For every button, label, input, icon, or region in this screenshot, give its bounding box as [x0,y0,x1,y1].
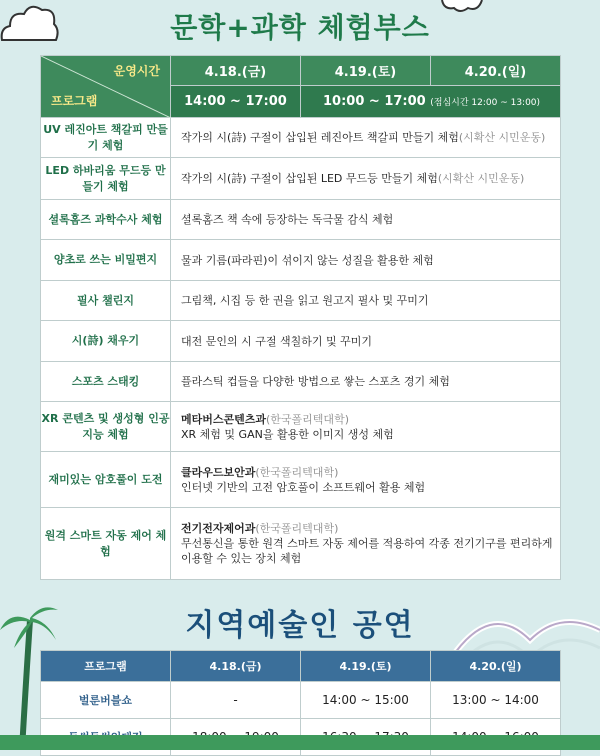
program-description: 플라스틱 컵들을 다양한 방법으로 쌓는 스포츠 경기 체험 [171,362,561,402]
program-name: 원격 스마트 자동 제어 체험 [41,508,171,580]
header-date-3: 4.20.(일) [431,651,561,682]
ground-decoration [0,735,600,750]
header-date-1: 4.18.(금) [171,56,301,86]
performance-time: 13:00 ~ 14:00 [431,682,561,719]
performance-time: 14:00 ~ 15:00 [301,682,431,719]
performance-name: 벌룬버블쇼 [41,682,171,719]
header-program-label: 프로그램 [51,94,98,108]
header-program: 프로그램 [41,651,171,682]
program-name: 재미있는 암호풀이 도전 [41,452,171,508]
program-description: 작가의 시(詩) 구절이 삽입된 레진아트 책갈피 만들기 체험(시확산 시민운동) [171,118,561,158]
performance-time: - [171,682,301,719]
section-title-booth: 문학+과학 체험부스 [170,11,430,44]
header-date-2: 4.19.(토) [301,56,431,86]
header-date-1: 4.18.(금) [171,651,301,682]
program-description: 작가의 시(詩) 구절이 삽입된 LED 무드등 만들기 체험(시확산 시민운동) [171,158,561,200]
program-description: 클라우드보안과(한국폴리텍대학) 인터넷 기반의 고전 암호풀이 소프트웨어 활용 체험 [171,452,561,508]
program-description: 전기전자제어과(한국폴리텍대학) 무선통신을 통한 원격 스마트 자동 제어를 적용하여 각종 전기기구를 편리하게 이용할 수 있는 장치 체험 [171,508,561,580]
program-description: 메타버스콘텐츠과(한국폴리텍대학) XR 체험 및 GAN을 활용한 이미지 생성 체험 [171,402,561,452]
program-description: 대전 문인의 시 구절 색칠하기 및 꾸미기 [171,321,561,362]
header-time-2-value: 10:00 ~ 17:00 [323,94,426,109]
program-description: 셜록홈즈 책 속에 등장하는 독극물 감식 체험 [171,200,561,240]
header-date-3: 4.20.(일) [431,56,561,86]
program-description: 그림책, 시집 등 한 권을 읽고 원고지 필사 및 꾸미기 [171,281,561,321]
section-title-performance: 지역예술인 공연 [185,608,415,643]
header-date-2: 4.19.(토) [301,651,431,682]
program-name: 셜록홈즈 과학수사 체험 [41,200,171,240]
program-name: UV 레진아트 책갈피 만들기 체험 [41,118,171,158]
header-time-2 [301,86,561,118]
booth-schedule-table [40,55,561,580]
program-name: 스포츠 스태킹 [41,362,171,402]
program-description: 물과 기름(파라핀)이 섞이지 않는 성질을 활용한 체험 [171,240,561,281]
header-time-1: 14:00 ~ 17:00 [171,86,301,118]
program-name: XR 콘텐츠 및 생성형 인공지능 체험 [41,402,171,452]
program-name: LED 하바리움 무드등 만들기 체험 [41,158,171,200]
program-name: 시(詩) 채우기 [41,321,171,362]
program-name: 양초로 쓰는 비밀편지 [41,240,171,281]
header-corner-cell [41,56,171,118]
header-time-label: 운영시간 [113,64,160,78]
program-name: 필사 챌린지 [41,281,171,321]
lunch-note: (점심시간 12:00 ~ 13:00) [430,98,541,108]
